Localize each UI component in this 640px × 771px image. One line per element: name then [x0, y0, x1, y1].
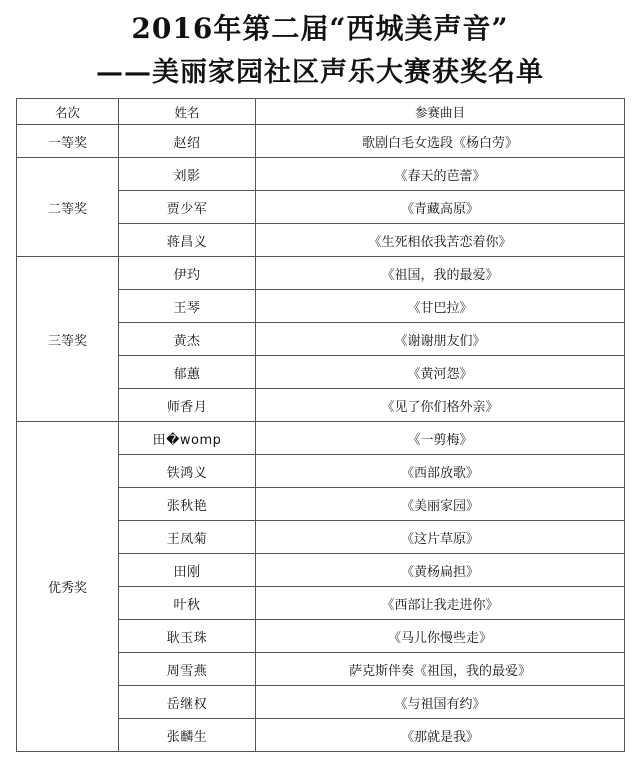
name-cell: 叶秋 [119, 587, 256, 620]
name-cell: 刘影 [119, 158, 256, 191]
name-cell: 赵绍 [119, 125, 256, 158]
rank-cell: 二等奖 [17, 158, 119, 257]
song-cell: 《西部放歌》 [256, 455, 625, 488]
name-cell: 黄杰 [119, 323, 256, 356]
title-line-1: 2016年第二届“西城美声音” [131, 12, 509, 45]
rank-cell: 三等奖 [17, 257, 119, 422]
song-cell: 《祖国，我的最爱》 [256, 257, 625, 290]
name-cell: 王凤菊 [119, 521, 256, 554]
rank-cell: 优秀奖 [17, 422, 119, 752]
rank-cell: 一等奖 [17, 125, 119, 158]
name-cell: 张秋艳 [119, 488, 256, 521]
award-table-body [17, 125, 625, 752]
document-title [0, 10, 640, 92]
award-table [16, 98, 625, 752]
name-cell: 师香月 [119, 389, 256, 422]
name-cell: 张麟生 [119, 719, 256, 752]
song-cell: 萨克斯伴奏《祖国，我的最爱》 [256, 653, 625, 686]
name-cell: 郁蕙 [119, 356, 256, 389]
name-cell: 伊玓 [119, 257, 256, 290]
header-row [17, 99, 625, 125]
name-cell: 铁鸿义 [119, 455, 256, 488]
song-cell: 《生死相依我苦恋着你》 [256, 224, 625, 257]
name-cell: 耿玉珠 [119, 620, 256, 653]
header-song: 参赛曲目 [256, 99, 625, 125]
song-cell: 《那就是我》 [256, 719, 625, 752]
song-cell: 《黄杨扁担》 [256, 554, 625, 587]
table-row [17, 422, 625, 455]
header-name: 姓名 [119, 99, 256, 125]
song-cell: 《谢谢朋友们》 [256, 323, 625, 356]
song-cell: 《甘巴拉》 [256, 290, 625, 323]
song-cell: 《青藏高原》 [256, 191, 625, 224]
name-cell: 王琴 [119, 290, 256, 323]
name-cell: 田�womp [119, 422, 256, 455]
song-cell: 《马儿你慢些走》 [256, 620, 625, 653]
song-cell: 《西部让我走进你》 [256, 587, 625, 620]
song-cell: 《黄河怨》 [256, 356, 625, 389]
name-cell: 岳继权 [119, 686, 256, 719]
name-cell: 蒋昌义 [119, 224, 256, 257]
name-cell: 周雪燕 [119, 653, 256, 686]
song-cell: 《这片草原》 [256, 521, 625, 554]
table-row [17, 257, 625, 290]
song-cell: 《美丽家园》 [256, 488, 625, 521]
name-cell: 贾少军 [119, 191, 256, 224]
header-rank: 名次 [17, 99, 119, 125]
title-line-2: ——美丽家园社区声乐大赛获奖名单 [96, 57, 544, 88]
song-cell: 《一剪梅》 [256, 422, 625, 455]
song-cell: 《见了你们格外亲》 [256, 389, 625, 422]
table-row [17, 158, 625, 191]
name-cell: 田刚 [119, 554, 256, 587]
song-cell: 《春天的芭蕾》 [256, 158, 625, 191]
song-cell: 《与祖国有约》 [256, 686, 625, 719]
table-row [17, 125, 625, 158]
song-cell: 歌剧白毛女选段《杨白劳》 [256, 125, 625, 158]
